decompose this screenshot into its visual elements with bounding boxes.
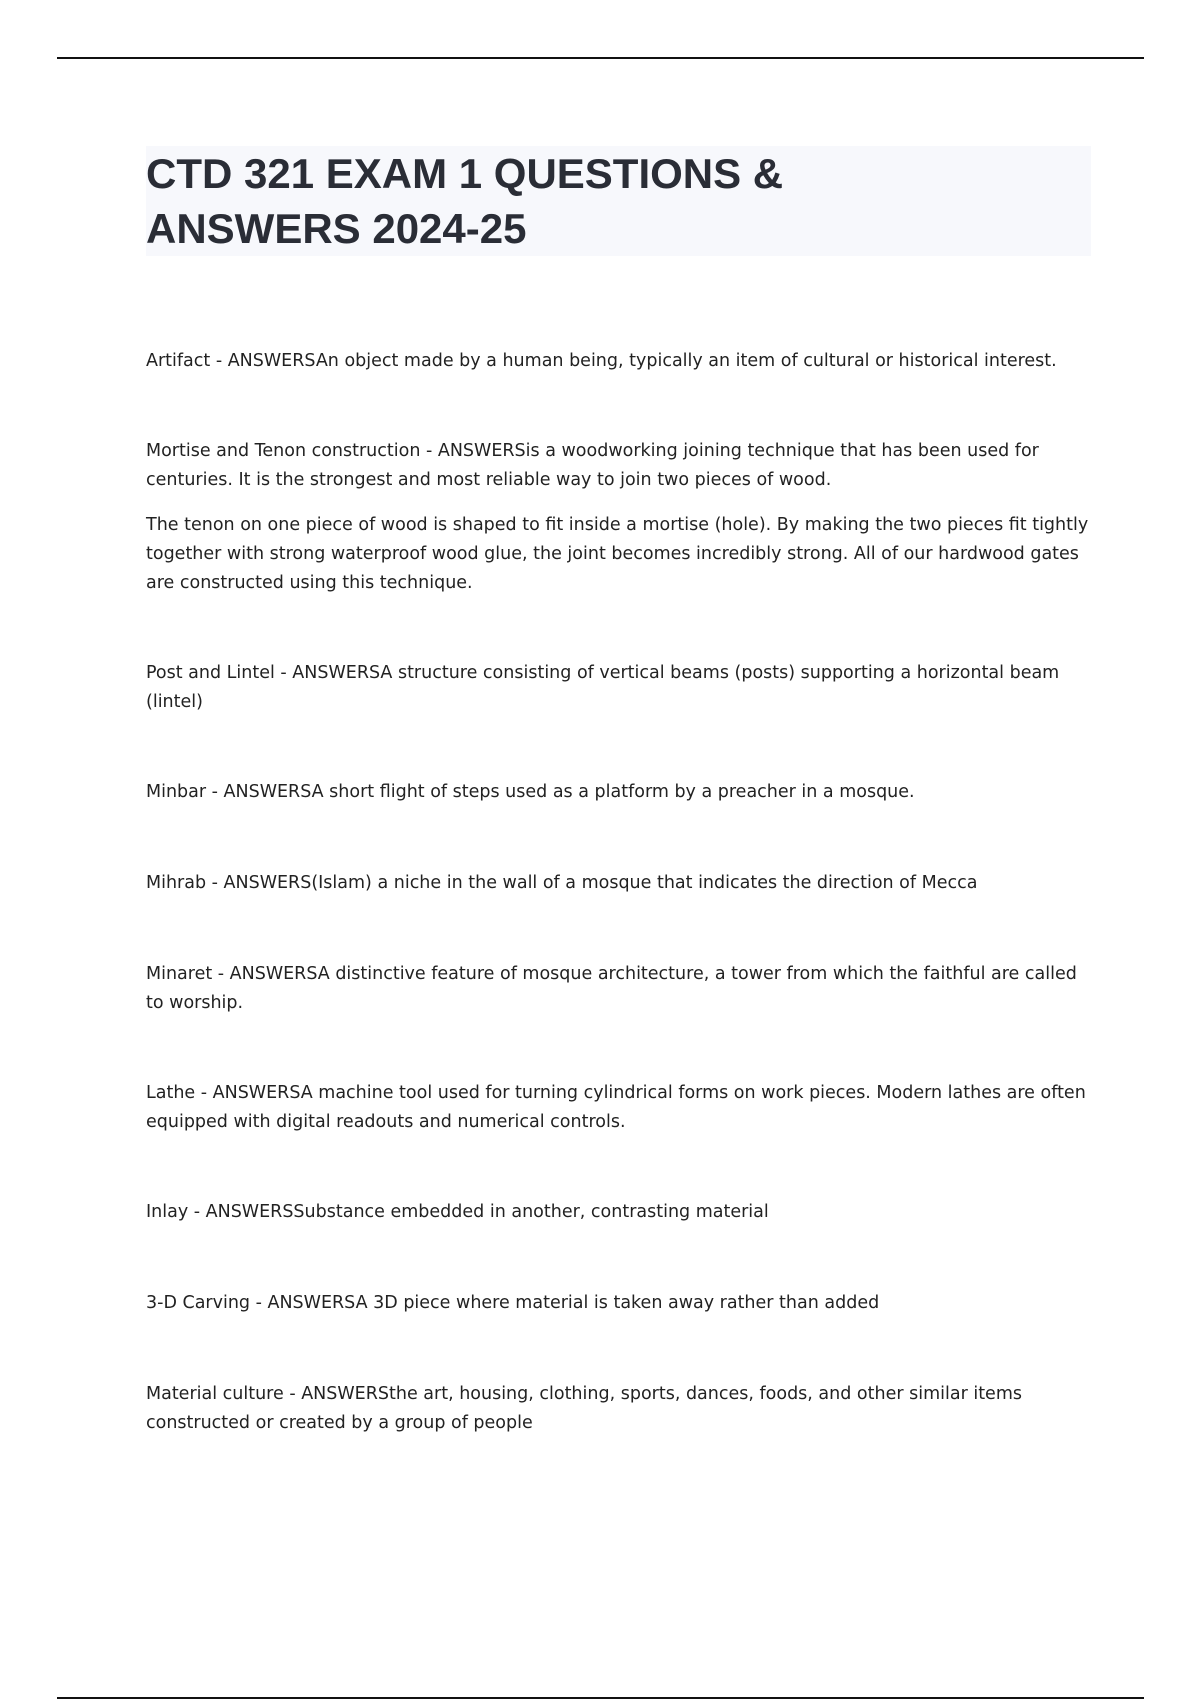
entry-text: Inlay - ANSWERSSubstance embedded in another, contrasting material <box>146 1202 769 1222</box>
qa-entry-inlay <box>146 1198 1091 1227</box>
qa-entry-lathe <box>146 1079 1091 1137</box>
qa-list <box>146 347 1091 1438</box>
qa-entry-minbar <box>146 778 1091 807</box>
entry-text: Mihrab - ANSWERS(Islam) a niche in the wall of a mosque that indicates the direction of Mecca <box>146 873 978 893</box>
title-block <box>146 146 1091 256</box>
qa-entry-minaret <box>146 960 1091 1018</box>
qa-entry-material-culture <box>146 1380 1091 1438</box>
qa-entry-3d-carving <box>146 1289 1091 1318</box>
entry-text: 3-D Carving - ANSWERSA 3D piece where material is taken away rather than added <box>146 1293 880 1313</box>
entry-text: Material culture - ANSWERSthe art, housing, clothing, sports, dances, foods, and other similar items constructed or created by a group of people <box>146 1384 1022 1433</box>
qa-entry-artifact <box>146 347 1091 376</box>
title-line-2: ANSWERS 2024-25 <box>146 205 527 252</box>
document-title <box>146 146 1091 256</box>
entry-text-continued: The tenon on one piece of wood is shaped to fit inside a mortise (hole). By making the two pieces fit tightly together with strong waterproof wood glue, the joint becomes incredibly strong. All of our hardwood gates are constructed using this technique. <box>146 515 1089 593</box>
entry-text: Post and Lintel - ANSWERSA structure consisting of vertical beams (posts) supporting a horizontal beam (lintel) <box>146 663 1060 712</box>
bottom-rule <box>57 1697 1144 1699</box>
qa-entry-post-lintel <box>146 659 1091 717</box>
top-rule <box>57 57 1144 59</box>
entry-text: Mortise and Tenon construction - ANSWERSis a woodworking joining technique that has been used for centuries. It is the strongest and most reliable way to join two pieces of wood. <box>146 441 1039 490</box>
qa-entry-mihrab <box>146 869 1091 898</box>
entry-text: Artifact - ANSWERSAn object made by a human being, typically an item of cultural or historical interest. <box>146 351 1057 371</box>
entry-text: Minaret - ANSWERSA distinctive feature of mosque architecture, a tower from which the faithful are called to worship. <box>146 964 1077 1013</box>
qa-entry-mortise-tenon <box>146 437 1091 598</box>
entry-text: Lathe - ANSWERSA machine tool used for turning cylindrical forms on work pieces. Modern lathes are often equipped with digital readouts and numerical controls. <box>146 1083 1086 1132</box>
entry-text: Minbar - ANSWERSA short flight of steps used as a platform by a preacher in a mosque. <box>146 782 915 802</box>
title-line-1: CTD 321 EXAM 1 QUESTIONS & <box>146 150 784 197</box>
